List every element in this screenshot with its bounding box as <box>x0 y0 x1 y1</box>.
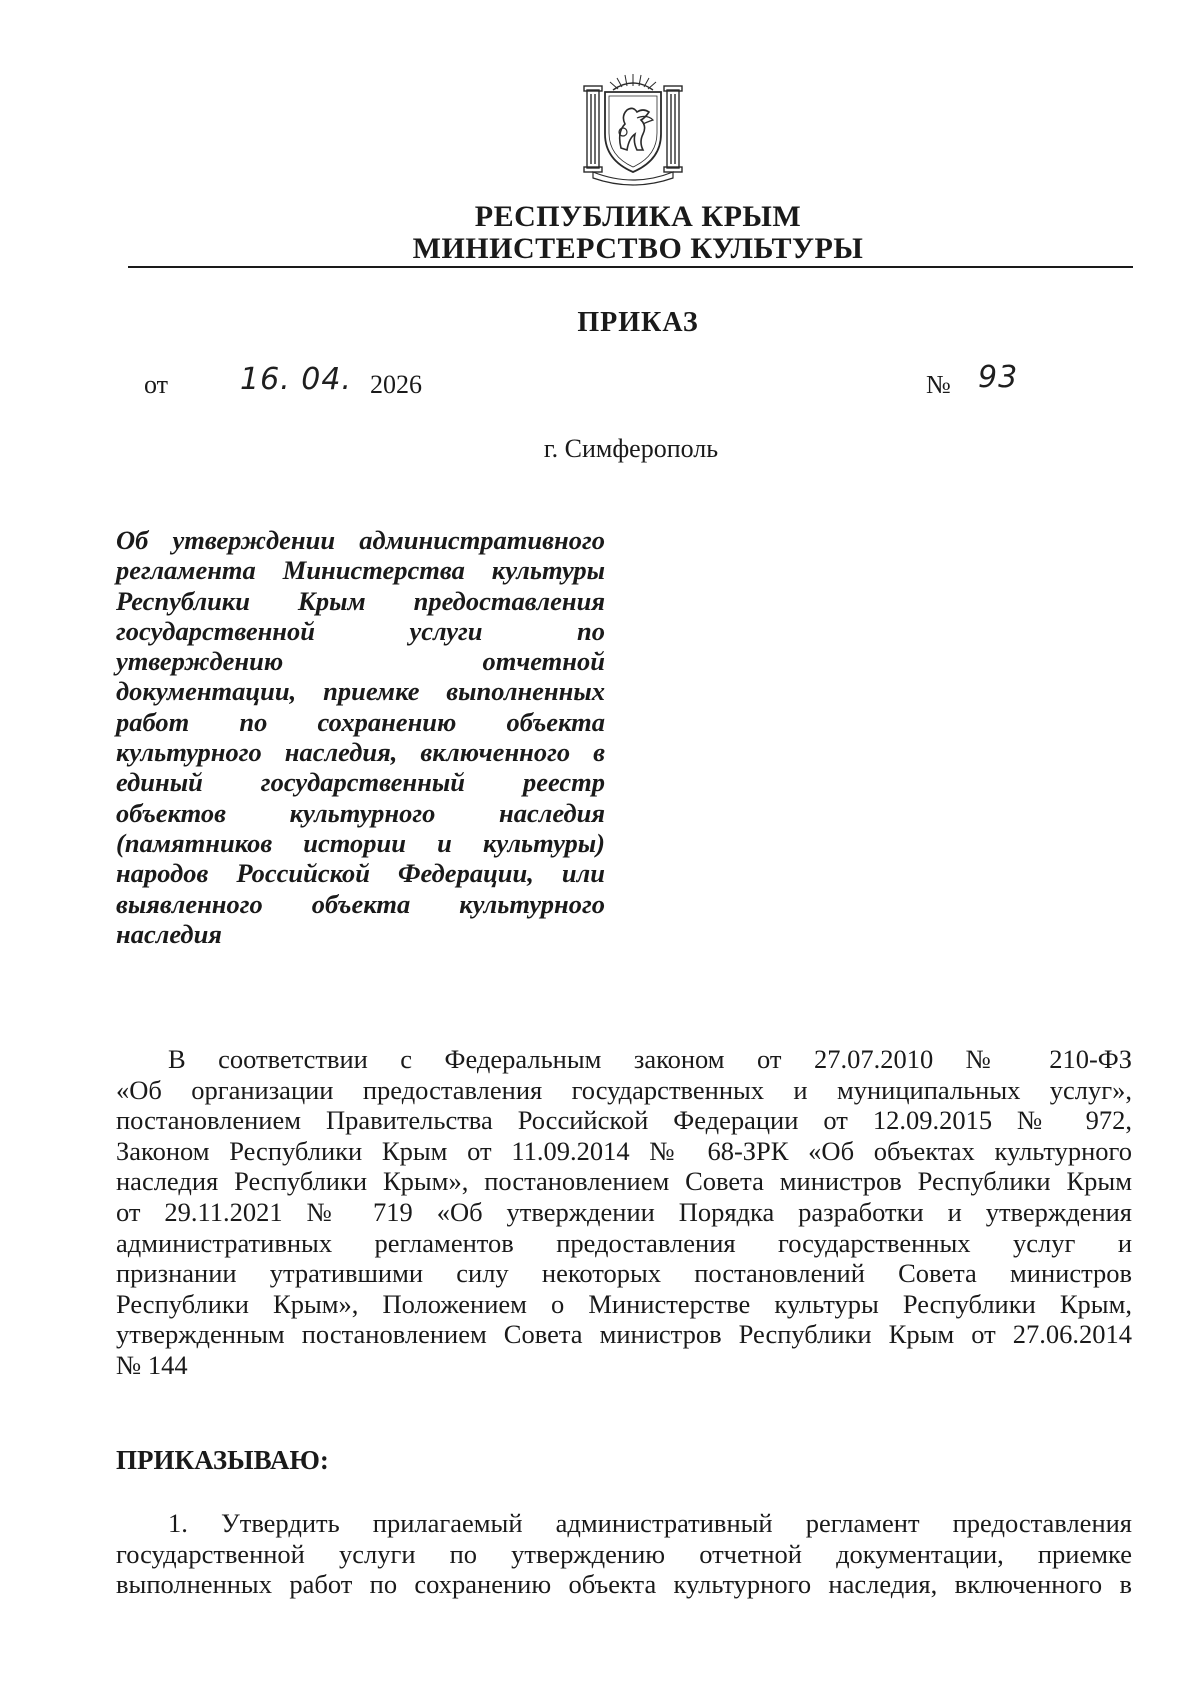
subject-line: Республики Крым предоставления <box>116 585 605 616</box>
subject-line: народов Российской Федерации, или <box>116 858 605 889</box>
date-year: 2026 <box>370 370 422 399</box>
preamble-paragraph <box>116 1044 1132 1381</box>
subject-line: объектов культурного наследия <box>116 797 605 828</box>
subject-line: (памятников истории и культуры) <box>116 827 605 858</box>
subject-line: выявленного объекта культурного <box>116 888 605 919</box>
header-divider <box>128 266 1133 268</box>
preamble-line: № 144 <box>116 1349 188 1380</box>
org-name-line2: МИНИСТЕРСТВО КУЛЬТУРЫ <box>412 232 864 265</box>
date-handwritten: 16. 04. <box>240 362 352 397</box>
preamble-line: от 29.11.2021 № 719 «Об утверждении Порядка разработки и утверждения <box>116 1196 1132 1227</box>
number-prefix: № <box>926 370 951 399</box>
item-line: выполненных работ по сохранению объекта культурного наследия, включенного в <box>116 1569 1132 1600</box>
preamble-line: Законом Республики Крым от 11.09.2014 № 68-ЗРК «Об объектах культурного <box>116 1135 1132 1166</box>
subject-line: культурного наследия, включенного в <box>116 737 605 768</box>
subject-line: утверждению отчетной <box>116 646 605 677</box>
subject-line: регламента Министерства культуры <box>116 555 605 586</box>
date-prefix: от <box>144 370 169 399</box>
coat-of-arms-emblem <box>577 68 689 186</box>
subject-line: наследия <box>116 918 222 949</box>
item-line: 1. Утвердить прилагаемый административный регламент предоставления <box>168 1508 1132 1538</box>
subject-line: государственной услуги по <box>116 615 605 646</box>
preamble-line: признании утратившими силу некоторых постановлений Совета министров <box>116 1258 1132 1289</box>
order-directive-heading: ПРИКАЗЫВАЮ: <box>116 1445 329 1475</box>
subject-line: работ по сохранению объекта <box>116 706 605 737</box>
subject-line: единый государственный реестр <box>116 767 605 798</box>
subject-line: Об утверждении административного <box>116 525 605 555</box>
crimea-coat-of-arms-icon <box>577 68 689 186</box>
order-subject <box>116 525 605 949</box>
city-line: г. Симферополь <box>543 434 719 463</box>
document-type-title: ПРИКАЗ <box>577 307 699 338</box>
number-handwritten: 93 <box>978 360 1019 395</box>
preamble-line: наследия Республики Крым», постановлением Совета министров Республики Крым <box>116 1166 1132 1197</box>
item-line: государственной услуги по утверждению отчетной документации, приемке <box>116 1538 1132 1569</box>
subject-line: документации, приемке выполненных <box>116 676 605 707</box>
order-item-1 <box>116 1508 1132 1600</box>
preamble-line: «Об организации предоставления государственных и муниципальных услуг», <box>116 1074 1132 1105</box>
preamble-line: административных регламентов предоставления государственных услуг и <box>116 1227 1132 1258</box>
preamble-line: постановлением Правительства Российской Федерации от 12.09.2015 № 972, <box>116 1105 1132 1136</box>
preamble-line: В соответствии с Федеральным законом от 27.07.2010 № 210-ФЗ <box>168 1044 1132 1074</box>
preamble-line: Республики Крым», Положением о Министерстве культуры Республики Крым, <box>116 1288 1132 1319</box>
preamble-line: утвержденным постановлением Совета министров Республики Крым от 27.06.2014 <box>116 1319 1132 1350</box>
org-name-line1: РЕСПУБЛИКА КРЫМ <box>474 200 802 233</box>
